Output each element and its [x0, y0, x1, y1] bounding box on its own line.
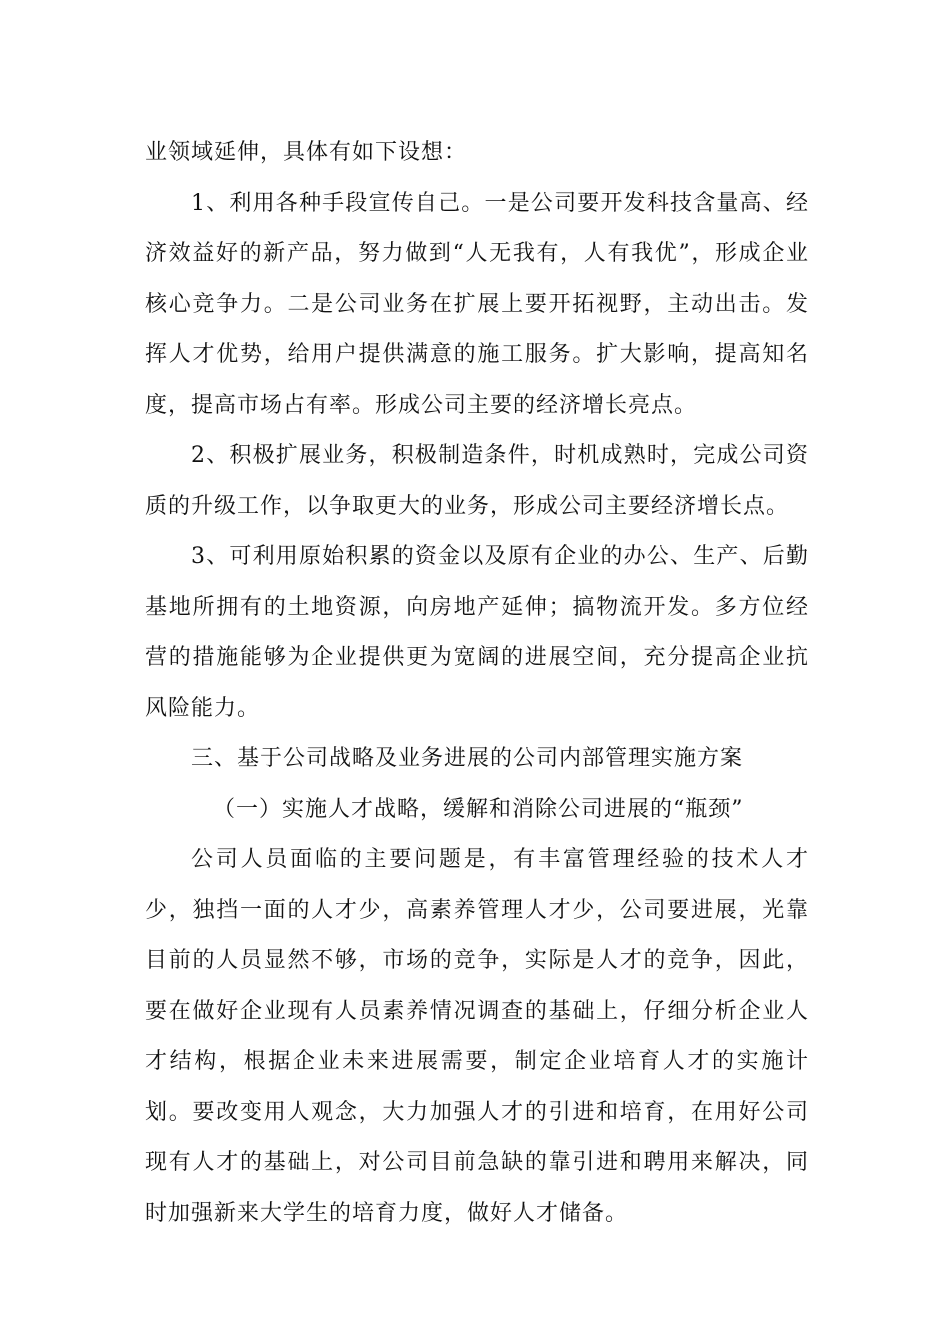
section-heading: 三、基于公司战略及业务进展的公司内部管理实施方案	[191, 746, 744, 771]
subsection-heading: （一）实施人才战略，缓解和消除公司进展的“瓶颈”	[213, 796, 744, 822]
paragraph-item-1: 1、利用各种手段宣传自己。一是公司要开发科技含量高、经济效益好的新产品，努力做到“人无我有，人有我优”，形成企业核心竞争力。二是公司业务在扩展上要开拓视野，主动出击。发挥人才优势，给用户提供满意的施工服务。扩大影响，提高知名度，提高市场占有率。形成公司主要的经济增长亮点。	[145, 190, 809, 418]
document-body	[145, 128, 809, 1239]
paragraph-continuation: 业领域延伸，具体有如下设想：	[145, 140, 468, 165]
paragraph-talent-strategy: 公司人员面临的主要问题是，有丰富管理经验的技术人才少，独挡一面的人才少，高素养管理人才少，公司要进展，光靠目前的人员显然不够，市场的竞争，实际是人才的竞争，因此，要在做好企业现有人员素养情况调查的基础上，仔细分析企业人才结构，根据企业未来进展需要，制定企业培育人才的实施计划。要改变用人观念，大力加强人才的引进和培育，在用好公司现有人才的基础上，对公司目前急缺的靠引进和聘用来解决，同时加强新来大学生的培育力度，做好人才储备。	[145, 847, 809, 1226]
paragraph-item-2: 2、积极扩展业务，积极制造条件，时机成熟时，完成公司资质的升级工作，以争取更大的业务，形成公司主要经济增长点。	[145, 443, 809, 519]
paragraph-item-3: 3、可利用原始积累的资金以及原有企业的办公、生产、后勤基地所拥有的土地资源，向房地产延伸；搞物流开发。多方位经营的措施能够为企业提供更为宽阔的进展空间，充分提高企业抗风险能力。	[145, 544, 809, 721]
